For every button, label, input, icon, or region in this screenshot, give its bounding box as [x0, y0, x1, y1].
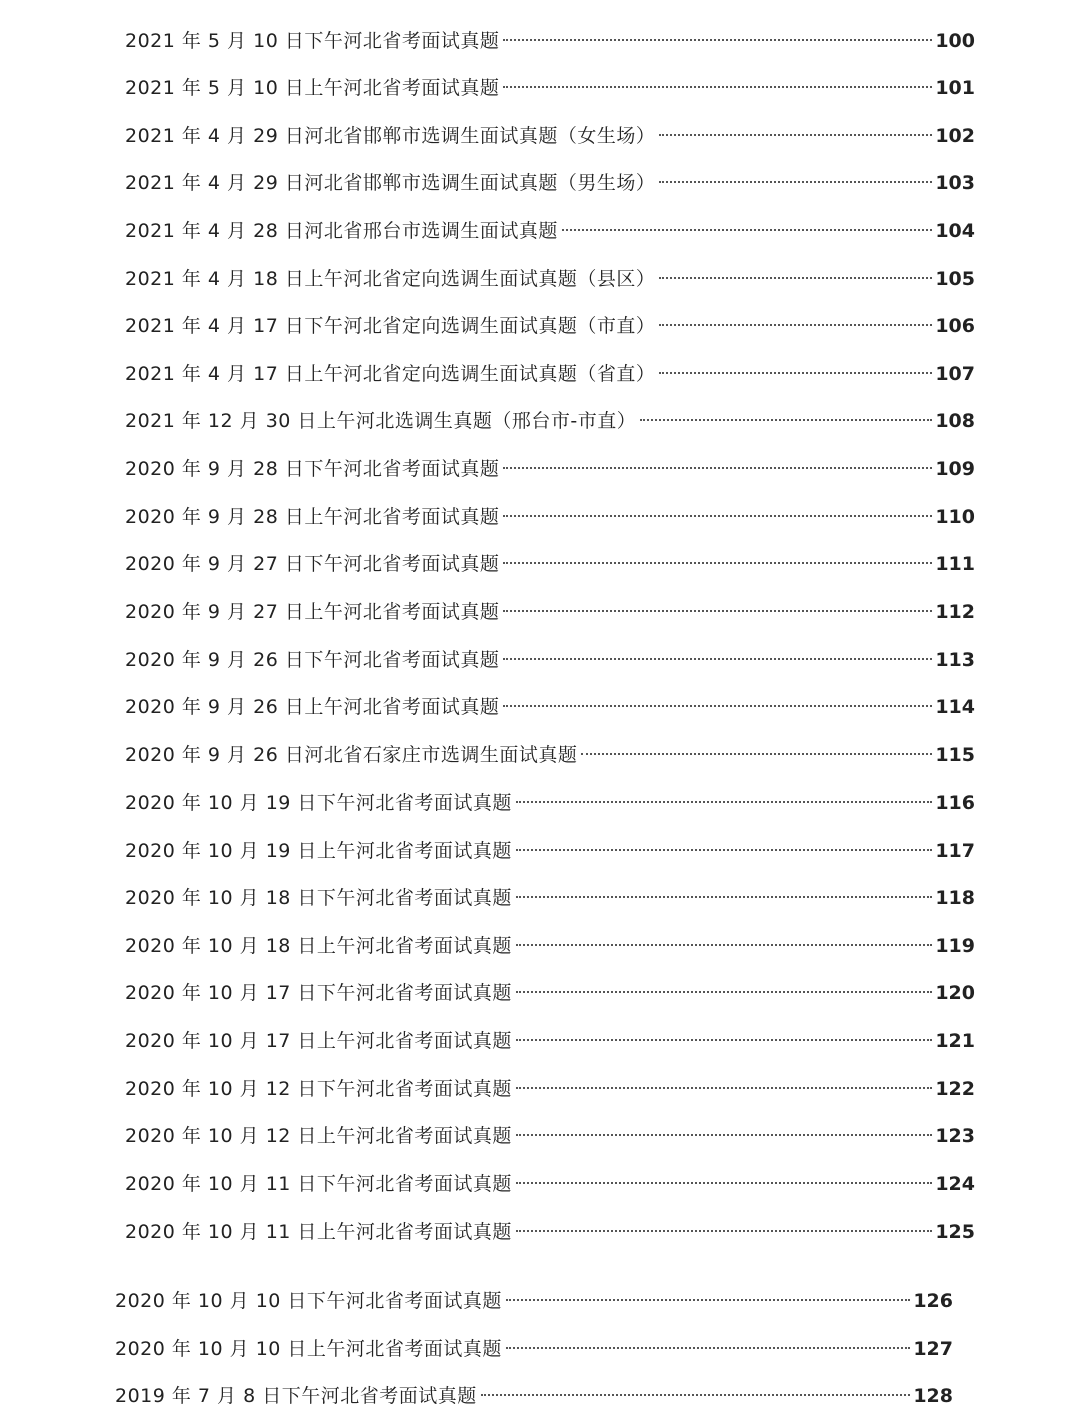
toc-entry-page: 128: [913, 1385, 953, 1407]
dot-leader: [659, 372, 932, 374]
toc-entry[interactable]: [125, 692, 975, 722]
toc-entry[interactable]: [125, 1074, 975, 1104]
dot-leader: [659, 134, 932, 136]
toc-entry-title: 2021 年 4 月 17 日下午河北省定向选调生面试真题（市直）: [125, 315, 656, 337]
dot-leader: [503, 515, 932, 517]
toc-entry-page: 112: [935, 601, 975, 623]
toc-entry[interactable]: [115, 1381, 953, 1411]
toc-entry-page: 124: [935, 1173, 975, 1195]
toc-entry-page: 115: [935, 744, 975, 766]
toc-entry[interactable]: [125, 645, 975, 675]
toc-entry-page: 110: [935, 506, 975, 528]
toc-entry[interactable]: [125, 836, 975, 866]
toc-entry[interactable]: [125, 502, 975, 532]
toc-entry-title: 2020 年 9 月 28 日下午河北省考面试真题: [125, 458, 500, 480]
toc-entry-page: 125: [935, 1221, 975, 1243]
dot-leader: [503, 562, 932, 564]
dot-leader: [516, 1039, 932, 1041]
toc-entry-page: 108: [935, 410, 975, 432]
dot-leader: [506, 1347, 910, 1349]
toc-entry[interactable]: [125, 740, 975, 770]
toc-entry-title: 2021 年 4 月 29 日河北省邯郸市选调生面试真题（女生场）: [125, 125, 656, 147]
dot-leader: [516, 849, 932, 851]
toc-entry-title: 2020 年 10 月 12 日上午河北省考面试真题: [125, 1125, 512, 1147]
toc-entry-title: 2020 年 10 月 17 日上午河北省考面试真题: [125, 1030, 512, 1052]
toc-entry-title: 2021 年 4 月 17 日上午河北省定向选调生面试真题（省直）: [125, 363, 656, 385]
toc-entry[interactable]: [125, 1217, 975, 1247]
dot-leader: [503, 86, 932, 88]
dot-leader: [503, 610, 932, 612]
toc-entry-page: 104: [935, 220, 975, 242]
toc-entry-title: 2021 年 4 月 29 日河北省邯郸市选调生面试真题（男生场）: [125, 172, 656, 194]
toc-entry-page: 111: [935, 553, 975, 575]
toc-entry-page: 100: [935, 30, 975, 52]
toc-entry-title: 2020 年 10 月 12 日下午河北省考面试真题: [125, 1078, 512, 1100]
toc-entry[interactable]: [125, 597, 975, 627]
toc-entry[interactable]: [125, 264, 975, 294]
toc-entry-page: 105: [935, 268, 975, 290]
toc-entry[interactable]: [125, 121, 975, 151]
dot-leader: [659, 181, 932, 183]
toc-entry-title: 2020 年 9 月 28 日上午河北省考面试真题: [125, 506, 500, 528]
toc-entry[interactable]: [125, 454, 975, 484]
dot-leader: [516, 1134, 932, 1136]
toc-entry-title: 2021 年 4 月 28 日河北省邢台市选调生面试真题: [125, 220, 558, 242]
toc-entry[interactable]: [125, 1169, 975, 1199]
toc-entry-page: 113: [935, 649, 975, 671]
toc-entry[interactable]: [125, 311, 975, 341]
dot-leader: [516, 801, 932, 803]
toc-entry-page: 103: [935, 172, 975, 194]
toc-entry[interactable]: [125, 359, 975, 389]
toc-entry-title: 2021 年 4 月 18 日上午河北省定向选调生面试真题（县区）: [125, 268, 656, 290]
dot-leader: [503, 467, 932, 469]
toc-entry-title: 2020 年 10 月 11 日上午河北省考面试真题: [125, 1221, 512, 1243]
toc-entry-title: 2020 年 10 月 10 日下午河北省考面试真题: [115, 1290, 502, 1312]
toc-entry-title: 2020 年 10 月 19 日上午河北省考面试真题: [125, 840, 512, 862]
toc-entry-page: 109: [935, 458, 975, 480]
toc-entry[interactable]: [125, 788, 975, 818]
dot-leader: [503, 39, 932, 41]
toc-entry-title: 2020 年 9 月 26 日下午河北省考面试真题: [125, 649, 500, 671]
toc-entry-title: 2020 年 10 月 10 日上午河北省考面试真题: [115, 1338, 502, 1360]
toc-entry[interactable]: [125, 1121, 975, 1151]
toc-entry-page: 117: [935, 840, 975, 862]
toc-entry-page: 121: [935, 1030, 975, 1052]
toc-entry-page: 106: [935, 315, 975, 337]
toc-entry-page: 114: [935, 696, 975, 718]
dot-leader: [640, 419, 932, 421]
toc-entry-title: 2020 年 10 月 18 日上午河北省考面试真题: [125, 935, 512, 957]
toc-entry-title: 2020 年 10 月 17 日下午河北省考面试真题: [125, 982, 512, 1004]
dot-leader: [516, 1182, 932, 1184]
toc-entry-page: 101: [935, 77, 975, 99]
dot-leader: [581, 753, 932, 755]
dot-leader: [659, 324, 932, 326]
toc-entry-title: 2021 年 12 月 30 日上午河北选调生真题（邢台市-市直）: [125, 410, 637, 432]
toc-entry-page: 122: [935, 1078, 975, 1100]
toc-entry[interactable]: [115, 1334, 953, 1364]
toc-entry-title: 2021 年 5 月 10 日下午河北省考面试真题: [125, 30, 500, 52]
toc-entry[interactable]: [125, 216, 975, 246]
toc-entry-page: 107: [935, 363, 975, 385]
dot-leader: [516, 944, 932, 946]
toc-entry-title: 2020 年 9 月 27 日下午河北省考面试真题: [125, 553, 500, 575]
toc-entry[interactable]: [125, 26, 975, 56]
toc-entry-page: 116: [935, 792, 975, 814]
dot-leader: [659, 277, 932, 279]
toc-entry[interactable]: [125, 1026, 975, 1056]
toc-entry-title: 2020 年 10 月 11 日下午河北省考面试真题: [125, 1173, 512, 1195]
toc-entry-page: 120: [935, 982, 975, 1004]
toc-entry-title: 2021 年 5 月 10 日上午河北省考面试真题: [125, 77, 500, 99]
dot-leader: [516, 991, 932, 993]
toc-entry-title: 2020 年 9 月 26 日上午河北省考面试真题: [125, 696, 500, 718]
toc-entry-page: 123: [935, 1125, 975, 1147]
dot-leader: [503, 705, 932, 707]
toc-entry[interactable]: [125, 406, 975, 436]
toc-entry-title: 2020 年 10 月 19 日下午河北省考面试真题: [125, 792, 512, 814]
toc-entry-title: 2019 年 7 月 8 日下午河北省考面试真题: [115, 1385, 477, 1407]
toc-entry-title: 2020 年 9 月 27 日上午河北省考面试真题: [125, 601, 500, 623]
toc-entry-page: 119: [935, 935, 975, 957]
dot-leader: [516, 1087, 932, 1089]
dot-leader: [516, 1230, 932, 1232]
toc-entry[interactable]: [125, 931, 975, 961]
dot-leader: [481, 1394, 911, 1396]
toc-entry[interactable]: [115, 1286, 953, 1316]
dot-leader: [562, 229, 933, 231]
dot-leader: [516, 896, 932, 898]
toc-entry[interactable]: [125, 549, 975, 579]
toc-entry[interactable]: [125, 883, 975, 913]
toc-entry-page: 102: [935, 125, 975, 147]
toc-entry-cut: [125, 0, 975, 8]
toc-entry-page: 126: [913, 1290, 953, 1312]
toc-entry[interactable]: [125, 73, 975, 103]
toc-entry-page: 127: [913, 1338, 953, 1360]
toc-entry[interactable]: [125, 168, 975, 198]
dot-leader: [503, 658, 932, 660]
toc-entry-title: 2020 年 10 月 18 日下午河北省考面试真题: [125, 887, 512, 909]
toc-entry[interactable]: [125, 978, 975, 1008]
toc-entry-page: 118: [935, 887, 975, 909]
toc-entry-title: 2020 年 9 月 26 日河北省石家庄市选调生面试真题: [125, 744, 578, 766]
dot-leader: [506, 1299, 910, 1301]
